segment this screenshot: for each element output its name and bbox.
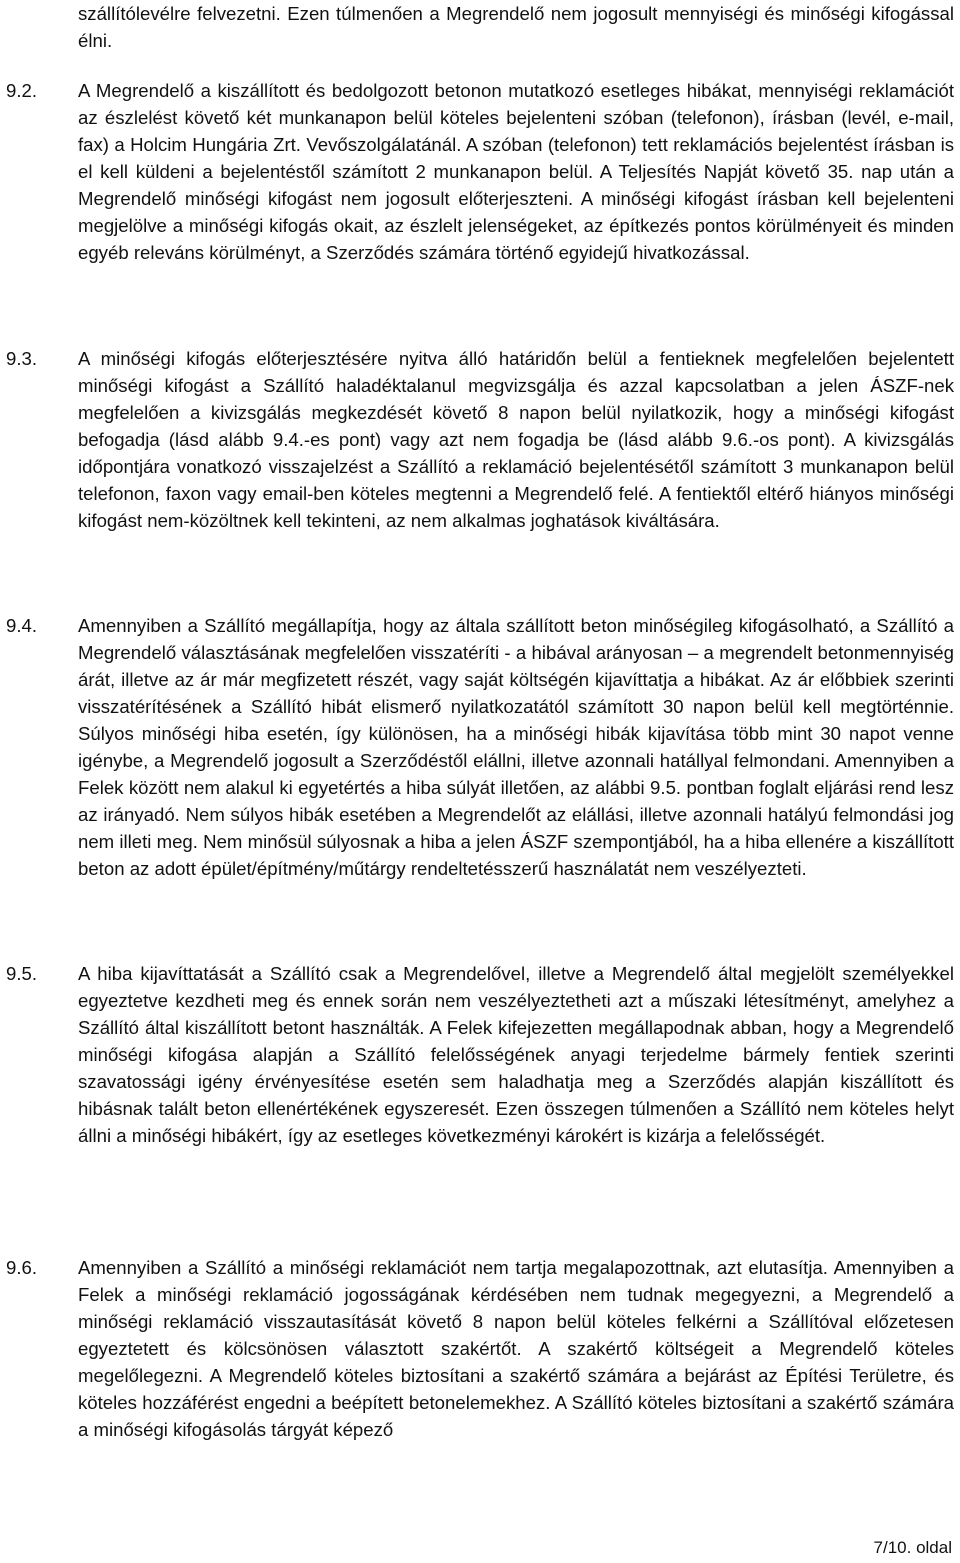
section-number: 9.4. (6, 615, 38, 636)
section-text: A hiba kijavíttatását a Szállító csak a Megrendelővel, illetve a Megrendelő által megjelölt személyekkel egyeztetve kezdheti meg és ennek során nem veszélyeztetheti azt a műszaki létesítményt, amelyhez a Szállító által kiszállított betont használták. A Felek kifejezetten megállapodnak abban, hogy a Megrendelő minőségi kifogása alapján a Szállító felelősségének anyagi terjedelme bármely fentiek szerinti szavatossági igény érvényesítése esetén sem haladhatja meg a Szerződés alapján kiszállított és hibásnak talált beton ellenértékének egyszeresét. Ezen összegen túlmenően a Szállító nem köteles helyt állni a minőségi hibákért, így az esetleges következményi károkért is kizárja a felelősségét. (78, 963, 954, 1146)
section-text: Amennyiben a Szállító megállapítja, hogy az általa szállított beton minőségileg kifogásolható, a Szállító a Megrendelő választásának megfelelően visszatéríti - a hibával arányosan – a megrendelt betonmennyiség árát, illetve az ár már megfizetett részét, vagy saját költségén kijavíttatja a hibákat. Az ár előbbiek szerinti visszatérítésének a Szállító hibát elismerő nyilatkozatától számított 30 napon belül kell megtörténnie. Súlyos minőségi hiba esetén, így különösen, ha a minőségi hibák kijavítása több mint 30 napot venne igénybe, a Megrendelő jogosult a Szerződéstől elállni, illetve azonnali hatállyal felmondani. Amennyiben a Felek között nem alakul ki egyetértés a hiba súlyát illetően, az alábbi 9.5. pontban foglalt eljárási rend lesz az irányadó. Nem súlyos hibák esetében a Megrendelőt az elállási, illetve azonnali hatályú felmondási jog nem illeti meg. Nem minősül súlyosnak a hiba a jelen ÁSZF szempontjából, ha a hiba ellenére a kiszállított beton az adott épület/építmény/műtárgy rendeltetésszerű használatát nem veszélyezteti. (78, 615, 954, 879)
section-number: 9.5. (6, 963, 38, 984)
page-number: 7/10. oldal (873, 1538, 952, 1557)
section-text: A Megrendelő a kiszállított és bedolgozott betonon mutatkozó esetleges hibákat, mennyiségi reklamációt az észlelést követő két munkanapon belül köteles bejelenteni szóban (telefonon), írásban (levél, e-mail, fax) a Holcim Hungária Zrt. Vevőszolgálatánál. A szóban (telefonon) tett reklamációs bejelentést írásban is el kell küldeni a bejelentéstől számított 2 munkanapon belül. A Teljesítés Napját követő 35. nap után a Megrendelő minőségi kifogást nem jogosult előterjeszteni. A minőségi kifogást írásban kell bejelenteni megjelölve a minőségi kifogás okait, az észlelt jelenségeket, az építkezés pontos körülményeit és minden egyéb releváns körülményt, a Szerződés számára történő egyidejű hivatkozással. (78, 80, 954, 263)
intro-paragraph: szállítólevélre felvezetni. Ezen túlmenően a Megrendelő nem jogosult mennyiségi és minőségi kifogással élni. (78, 3, 954, 51)
section-text: A minőségi kifogás előterjesztésére nyitva álló határidőn belül a fentieknek megfelelően bejelentett minőségi kifogást a Szállító haladéktalanul megvizsgálja és azzal kapcsolatban a jelen ÁSZF-nek megfelelően a kivizsgálás megkezdését követő 8 napon belül nyilatkozik, hogy a minőségi kifogást befogadja (lásd alább 9.4.-es pont) vagy azt nem fogadja be (lásd alább 9.6.-os pont). A kivizsgálás időpontjára vonatkozó visszajelzést a Szállító a reklamáció bejelentésétől számított 3 munkanapon belül telefonon, faxon vagy email-ben köteles megtenni a Megrendelő felé. A fentiektől eltérő hiányos minőségi kifogást nem-közöltnek kell tekinteni, az nem alkalmas joghatások kiváltására. (78, 348, 954, 531)
section-number: 9.3. (6, 348, 38, 369)
section-number: 9.6. (6, 1257, 38, 1278)
section-text: Amennyiben a Szállító a minőségi reklamációt nem tartja megalapozottnak, azt elutasítja. Amennyiben a Felek a minőségi reklamáció jogosságának kérdésében nem tudnak megegyezni, a Megrendelő a minőségi reklamáció visszautasítását követő 8 napon belül köteles felkérni a Szállítóval előzetesen egyeztetett és kölcsönösen választott szakértőt. A szakértő költségeit a Megrendelő köteles megelőlegezni. A Megrendelő köteles biztosítani a szakértő számára a bejárást az Építési Területre, és köteles hozzáférést engedni a beépített betonelemekhez. A Szállító köteles biztosítani a szakértő számára a minőségi kifogásolás tárgyát képező (78, 1257, 954, 1440)
section-number: 9.2. (6, 80, 38, 101)
